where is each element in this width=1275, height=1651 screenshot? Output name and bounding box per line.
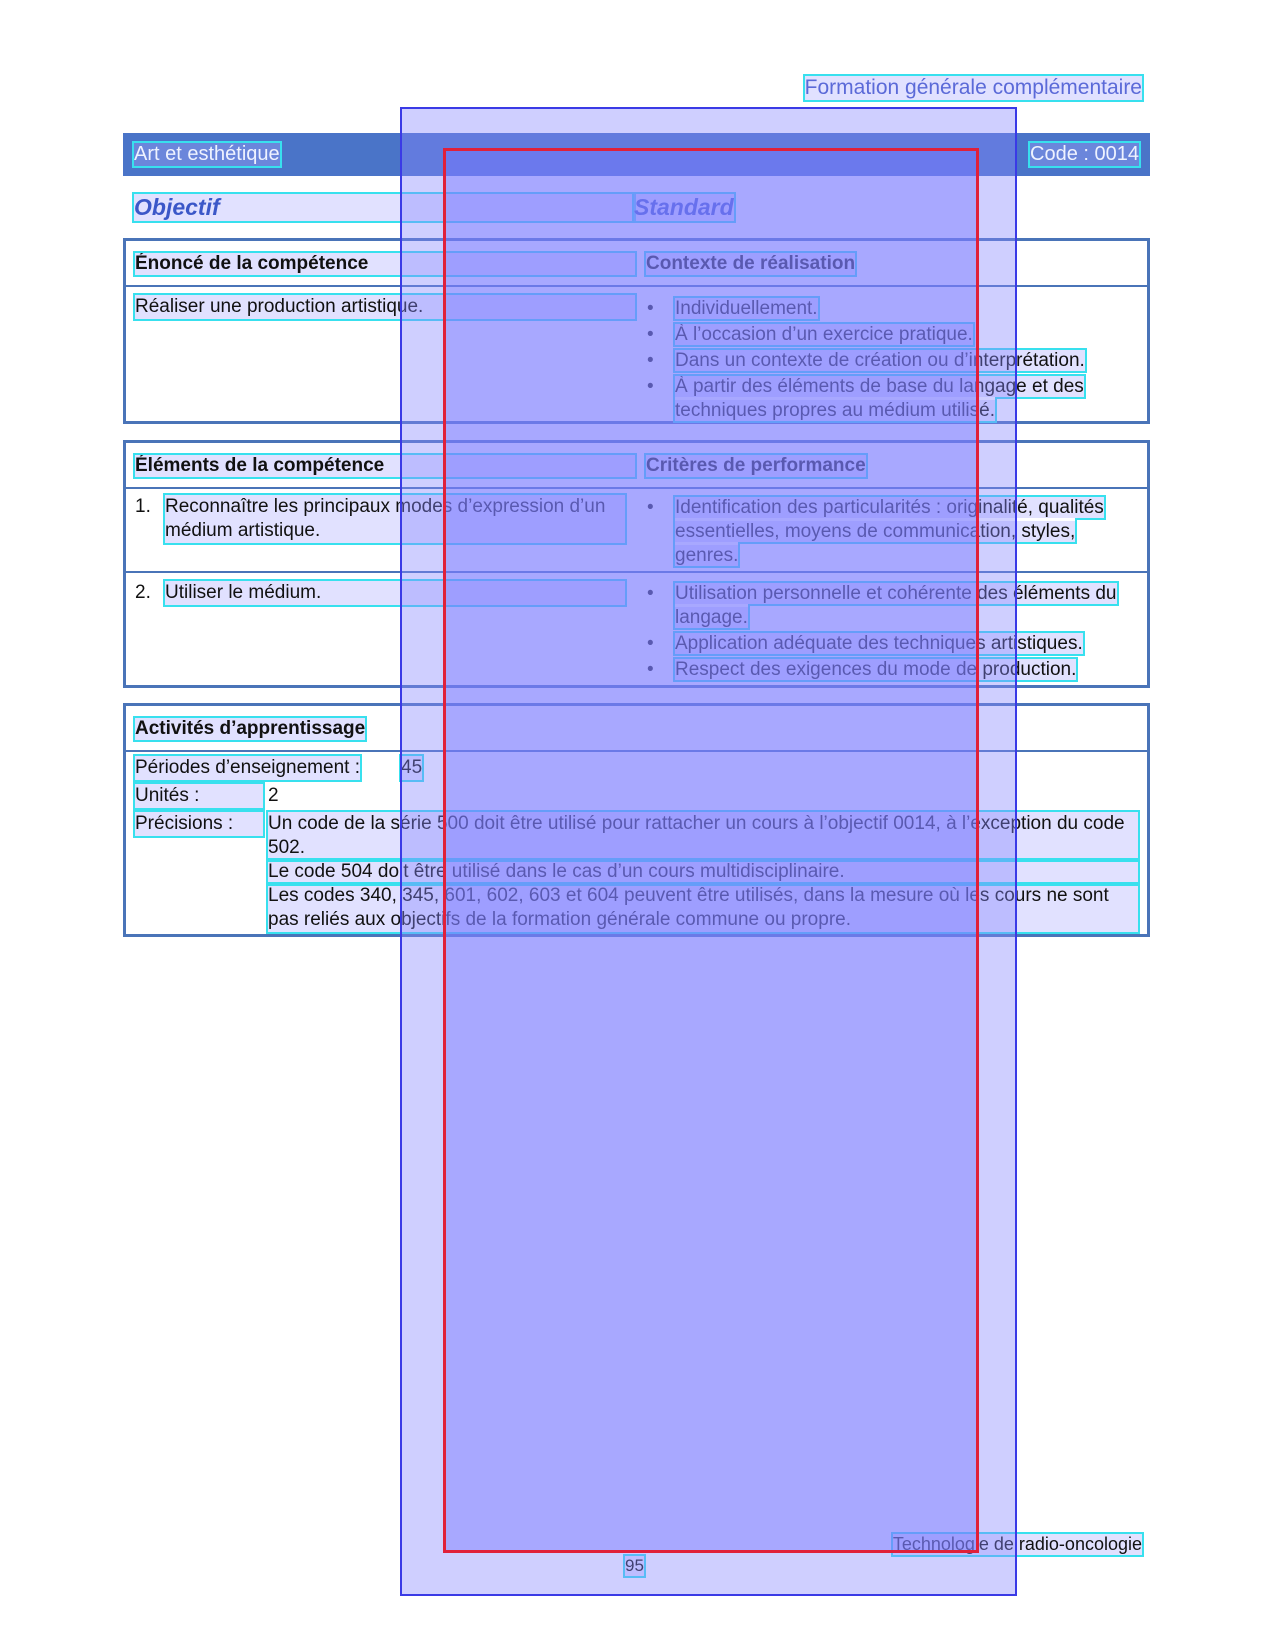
periods-value: 45 — [401, 757, 423, 778]
bullet-icon: • — [647, 376, 654, 397]
competence-statement: Réaliser une production artistique. — [135, 295, 635, 319]
units-value: 2 — [268, 785, 279, 806]
document-series-title: Formation générale complémentaire — [804, 76, 1142, 99]
list-item: • Individuellement. — [647, 298, 818, 319]
course-code: Code : 0014 — [1030, 143, 1139, 165]
list-item: • À l’occasion d’un exercice pratique. — [647, 324, 973, 345]
bullet-icon: • — [647, 659, 654, 680]
bullet-icon: • — [647, 298, 654, 319]
units-label: Unités : — [135, 784, 263, 808]
criteria-header-label: Critères de performance — [646, 455, 866, 476]
program-name: Technologie de radio-oncologie — [892, 1534, 1142, 1554]
precision-item: Un code de la série 500 doit être utilisé pour rattacher un cours à l’objectif 0014, à l’exception du code 502. — [268, 812, 1138, 860]
element-number-1: 1. — [135, 496, 151, 517]
element-number-2: 2. — [135, 582, 151, 603]
list-item: • Application adéquate des techniques artistiques. — [647, 633, 1083, 654]
objective-label: Objectif — [134, 194, 634, 221]
bullet-icon: • — [647, 583, 654, 604]
statement-header: Énoncé de la compétence — [135, 253, 635, 275]
element-text-1: Reconnaître les principaux modes d’expression d’un médium artistique. — [165, 495, 625, 543]
course-title: Art et esthétique — [134, 143, 280, 165]
periods-label: Périodes d’enseignement : — [135, 757, 360, 778]
bullet-icon: • — [647, 497, 654, 518]
page-number: 95 — [625, 1556, 644, 1575]
list-item: • Respect des exigences du mode de production. — [647, 659, 1077, 680]
context-header: Contexte de réalisation — [646, 253, 856, 274]
bullet-icon: • — [647, 350, 654, 371]
list-item: • À partir des éléments de base du langage et des techniques propres au médium utilisé. — [647, 376, 1084, 421]
list-item: • Dans un contexte de création ou d’interprétation. — [647, 350, 1085, 371]
selection-overlay-inner — [443, 148, 979, 1553]
activities-header-label: Activités d’apprentissage — [135, 718, 366, 739]
standard-label: Standard — [634, 194, 734, 220]
list-item: • Identification des particularités : originalité, qualités essentielles, moyens de communication, styles, genres. — [647, 497, 1104, 566]
precisions-label: Précisions : — [135, 812, 263, 836]
elements-header-label: Éléments de la compétence — [135, 455, 635, 477]
bullet-icon: • — [647, 633, 654, 654]
element-text-2: Utiliser le médium. — [165, 581, 625, 605]
bullet-icon: • — [647, 324, 654, 345]
list-item: • Utilisation personnelle et cohérente des éléments du langage. — [647, 583, 1117, 628]
precision-item: Le code 504 doit être utilisé dans le cas d’un cours multidisciplinaire. — [268, 860, 1138, 884]
precision-item: Les codes 340, 345, 601, 602, 603 et 604 peuvent être utilisés, dans la mesure où les cours ne sont pas reliés aux objectifs de la formation générale commune ou propre. — [268, 884, 1138, 932]
